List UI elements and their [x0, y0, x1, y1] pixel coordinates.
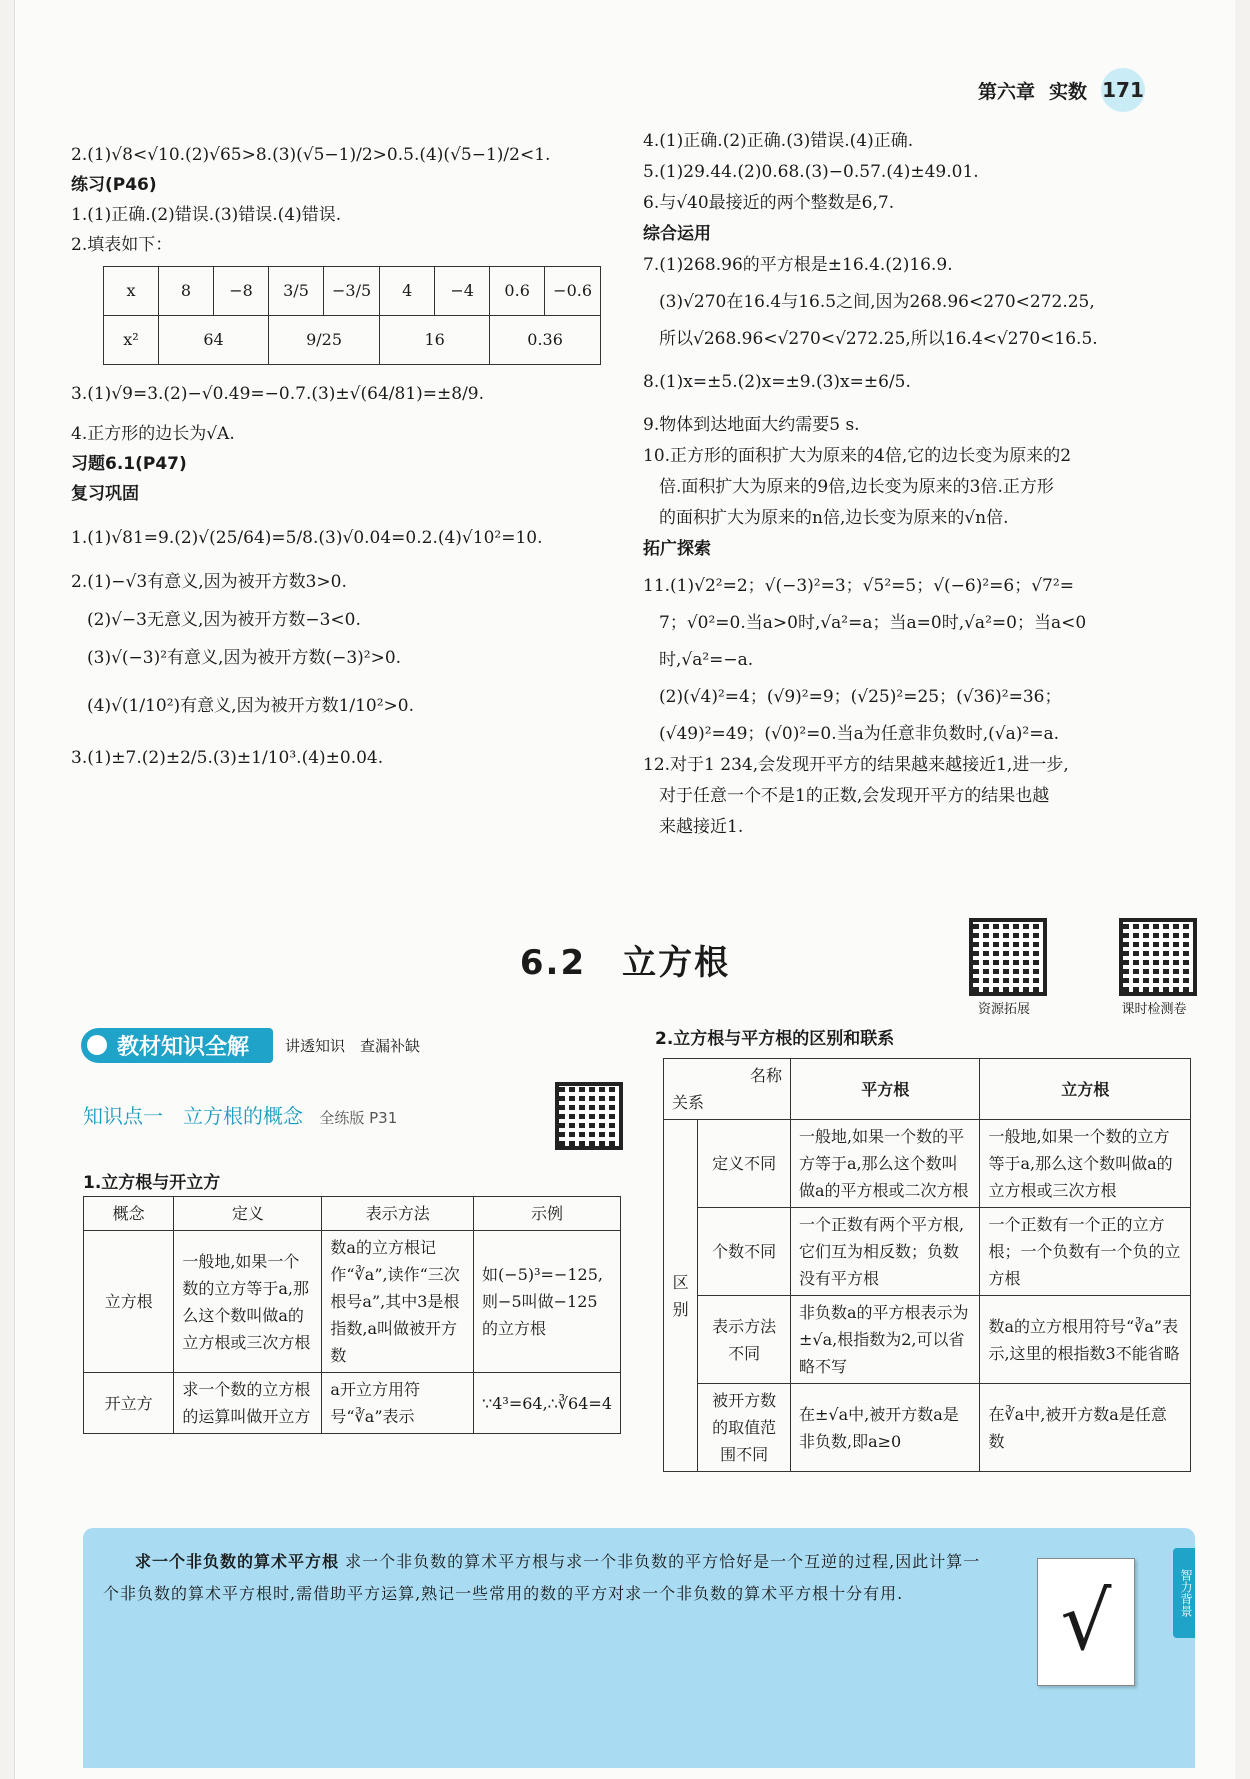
answer-line: 5.(1)29.44.(2)0.68.(3)−0.57.(4)±49.01.: [643, 162, 979, 182]
answer-line: (3)√270在16.4与16.5之间,因为268.96<270<272.25,: [659, 292, 1095, 312]
table-cell: 8: [159, 267, 214, 316]
answer-line: 2.(1)−√3有意义,因为被开方数3>0.: [71, 572, 347, 592]
table-cell: 非负数a的平方根表示为±√a,根指数为2,可以省略不写: [791, 1296, 980, 1384]
tip-body: 求一个非负数的算术平方根与求一个非负数的平方恰好是一个互逆的过程,因此计算一个非负数的算术平方根时,需借助平方运算,熟记一些常用的数的平方对求一个非负数的算术平方根十分有用.: [103, 1552, 981, 1603]
table-cell: 个数不同: [698, 1208, 791, 1296]
table-row: [664, 1120, 1191, 1208]
table-cell: ∵4³=64,∴∛64=4: [474, 1373, 621, 1434]
table-cell: 数a的立方根用符号“∛a”表示,这里的根指数3不能省略: [980, 1296, 1191, 1384]
left-column: [71, 140, 611, 773]
answer-line: 7.(1)268.96的平方根是±16.4.(2)16.9.: [643, 255, 953, 275]
table-cell: 求一个数的立方根的运算叫做开立方: [174, 1373, 322, 1434]
table-header: 概念: [84, 1197, 174, 1231]
page-number: 171: [1101, 68, 1145, 112]
answer-line: 9.物体到达地面大约需要5 s.: [643, 415, 860, 435]
exercise-title: 习题6.1(P47): [71, 454, 187, 474]
table2-title: 2.立方根与平方根的区别和联系: [655, 1029, 895, 1049]
answer-line: 7；√0²=0.当a>0时,√a²=a；当a=0时,√a²=0；当a<0: [659, 613, 1087, 633]
group-label: 区别: [664, 1120, 698, 1472]
answer-line: 时,√a²=−a.: [659, 650, 754, 670]
answer-line: 1.(1)√81=9.(2)√(25/64)=5/8.(3)√0.04=0.2.(4)√10²=10.: [71, 528, 543, 548]
knowledge-point-label: 知识点一 立方根的概念: [83, 1104, 303, 1128]
table-cell: 一个正数有两个平方根,它们互为相反数；负数没有平方根: [791, 1208, 980, 1296]
answer-line: 所以√268.96<√270<√272.25,所以16.4<√270<16.5.: [659, 329, 1098, 349]
chapter-title: 实数: [1048, 80, 1087, 103]
answer-line: 6.与√40最接近的两个整数是6,7.: [643, 193, 895, 213]
answer-line: 3.(1)√9=3.(2)−√0.49=−0.7.(3)±√(64/81)=±8/9.: [71, 384, 485, 404]
table-corner: [664, 1059, 791, 1120]
banner-label: 教材知识全解: [81, 1028, 273, 1063]
right-column: [643, 126, 1193, 843]
table-row: [104, 316, 601, 365]
answer-line: 3.(1)±7.(2)±2/5.(3)±1/10³.(4)±0.04.: [71, 748, 384, 768]
table-cell: 被开方数的取值范围不同: [698, 1384, 791, 1472]
corner-top: 名称: [749, 1066, 782, 1085]
corner-bottom: 关系: [672, 1093, 705, 1112]
table-cell: 数a的立方根记作“∛a”,读作“三次根号a”,其中3是根指数,a叫做被开方数: [322, 1231, 474, 1373]
table-row: [664, 1296, 1191, 1384]
table-cell: x: [104, 267, 159, 316]
answer-line: (2)(√4)²=4；(√9)²=9；(√25)²=25；(√36)²=36；: [659, 687, 1062, 707]
qr-label: 课时检测卷: [1121, 1002, 1187, 1017]
explore-title: 拓广探索: [643, 539, 711, 559]
page-header: [978, 68, 1145, 112]
table-cell: 开立方: [84, 1373, 174, 1434]
answer-line: 2.填表如下：: [71, 235, 173, 255]
table-header: 定义: [174, 1197, 322, 1231]
table-cell: −8: [214, 267, 269, 316]
table-header: 表示方法: [322, 1197, 474, 1231]
section-title: 6.2 立方根: [519, 943, 731, 983]
table-header: 立方根: [980, 1059, 1191, 1120]
table-cell: 一般地,如果一个数的平方等于a,那么这个数叫做a的平方根或二次方根: [791, 1120, 980, 1208]
cube-root-table: [83, 1196, 621, 1434]
answer-line: (√49)²=49；(√0)²=0.当a为任意非负数时,(√a)²=a.: [659, 724, 1059, 744]
table-cell: 如(−5)³=−125,则−5叫做−125的立方根: [474, 1231, 621, 1373]
answer-line: 4.正方形的边长为√A.: [71, 424, 235, 444]
answer-line: 8.(1)x=±5.(2)x=±9.(3)x=±6/5.: [643, 372, 911, 392]
answer-line: (3)√(−3)²有意义,因为被开方数(−3)²>0.: [87, 648, 402, 668]
qr-code-icon[interactable]: [555, 1082, 623, 1150]
table-row: [664, 1384, 1191, 1472]
knowledge-point-ref: 全练版 P31: [319, 1109, 398, 1127]
table-row: [84, 1231, 621, 1373]
table-cell: x²: [104, 316, 159, 365]
answer-line: 2.(1)√8<√10.(2)√65>8.(3)(√5−1)/2>0.5.(4)(√5−1)/2<1.: [71, 145, 551, 165]
table-cell: 0.36: [490, 316, 601, 365]
banner-subtitle: 讲透知识 查漏补缺: [285, 1036, 421, 1055]
qr-code-icon[interactable]: [969, 918, 1047, 996]
review-title: 复习巩固: [71, 484, 139, 504]
sqrt-icon: √: [1037, 1558, 1135, 1686]
answer-line: (4)√(1/10²)有意义,因为被开方数1/10²>0.: [87, 696, 415, 716]
answer-line: (2)√−3无意义,因为被开方数−3<0.: [87, 610, 361, 630]
table-cell: a开立方用符号“∛a”表示: [322, 1373, 474, 1434]
table-cell: 表示方法不同: [698, 1296, 791, 1384]
table-cell: 9/25: [269, 316, 380, 365]
table-cell: −3/5: [324, 267, 380, 316]
table-row: [84, 1197, 621, 1231]
table-cell: 16: [380, 316, 490, 365]
table-cell: 一般地,如果一个数的立方等于a,那么这个数叫做a的立方根或三次方根: [980, 1120, 1191, 1208]
side-tab: 智力背景: [1173, 1548, 1195, 1638]
table-cell: 3/5: [269, 267, 324, 316]
table-cell: 在±√a中,被开方数a是非负数,即a≥0: [791, 1384, 980, 1472]
table-row: [664, 1208, 1191, 1296]
square-table: [103, 266, 601, 365]
table-header: 示例: [474, 1197, 621, 1231]
table-row: [664, 1059, 1191, 1120]
knowledge-point: [83, 1100, 397, 1129]
table-cell: 64: [159, 316, 269, 365]
tip-text: [103, 1546, 983, 1610]
answer-line: 1.(1)正确.(2)错误.(3)错误.(4)错误.: [71, 205, 342, 225]
table-row: [84, 1373, 621, 1434]
table-cell: 立方根: [84, 1231, 174, 1373]
table-cell: 4: [380, 267, 435, 316]
practice-title: 练习(P46): [71, 175, 157, 195]
answer-line: 10.正方形的面积扩大为原来的4倍,它的边长变为原来的2: [643, 446, 1072, 466]
tip-heading: 求一个非负数的算术平方根: [135, 1552, 340, 1571]
answer-line: 11.(1)√2²=2；√(−3)²=3；√5²=5；√(−6)²=6；√7²=: [643, 576, 1074, 596]
table-row: [104, 267, 601, 316]
apply-title: 综合运用: [643, 224, 711, 244]
table-cell: −0.6: [545, 267, 601, 316]
table1-title: 1.立方根与开立方: [83, 1173, 221, 1193]
answer-line: 对于任意一个不是1的正数,会发现开平方的结果也越: [659, 786, 1050, 806]
answer-line: 12.对于1 234,会发现开平方的结果越来越接近1,进一步,: [643, 755, 1069, 775]
root-comparison-table: [663, 1058, 1191, 1472]
answer-line: 来越接近1.: [659, 817, 744, 837]
answer-line: 4.(1)正确.(2)正确.(3)错误.(4)正确.: [643, 131, 914, 151]
page: [14, 0, 1235, 1779]
table-cell: −4: [435, 267, 490, 316]
answer-line: 的面积扩大为原来的n倍,边长变为原来的√n倍.: [659, 508, 1009, 528]
table-cell: 一般地,如果一个数的立方等于a,那么这个数叫做a的立方根或三次方根: [174, 1231, 322, 1373]
qr-code-icon[interactable]: [1119, 918, 1197, 996]
knowledge-banner: [81, 1028, 420, 1062]
table-cell: 一个正数有一个正的立方根；一个负数有一个负的立方根: [980, 1208, 1191, 1296]
table-cell: 0.6: [490, 267, 545, 316]
table-cell: 定义不同: [698, 1120, 791, 1208]
table-header: 平方根: [791, 1059, 980, 1120]
answer-line: 倍.面积扩大为原来的9倍,边长变为原来的3倍.正方形: [659, 477, 1054, 497]
qr-label: 资源拓展: [977, 1002, 1030, 1017]
tip-box: [83, 1528, 1195, 1768]
table-cell: 在∛a中,被开方数a是任意数: [980, 1384, 1191, 1472]
chapter-label: 第六章: [977, 80, 1035, 103]
